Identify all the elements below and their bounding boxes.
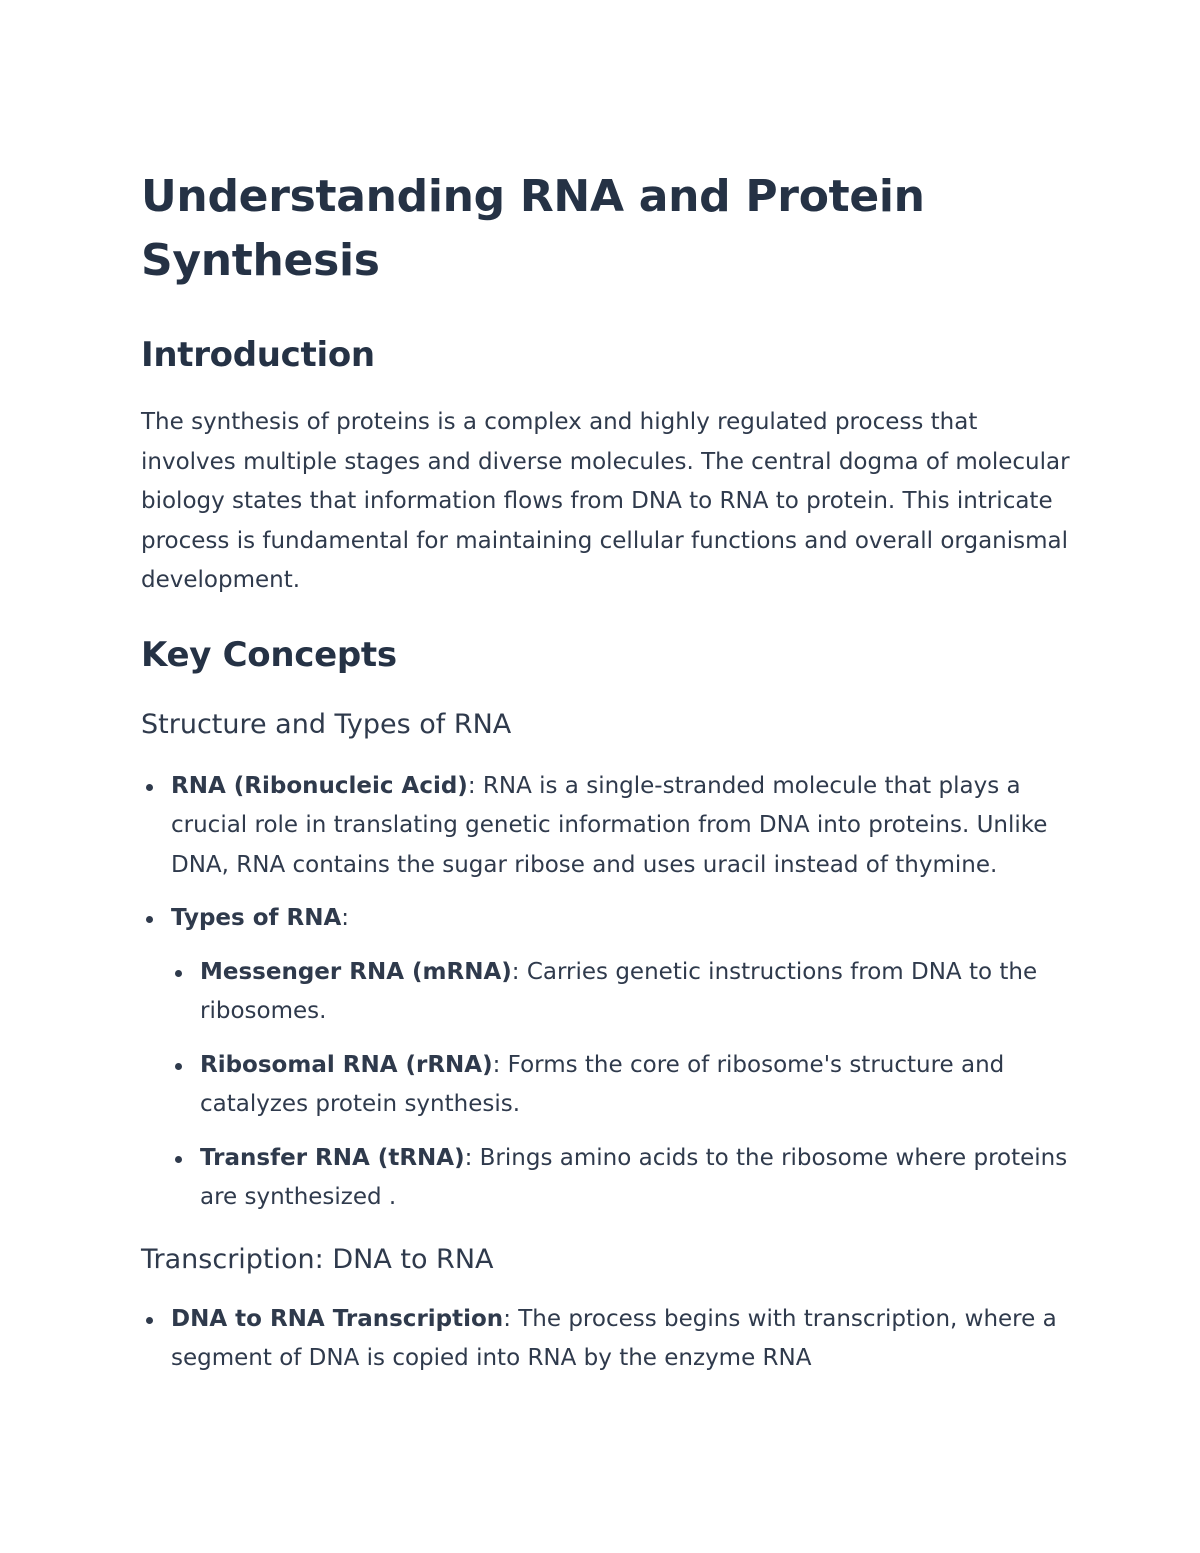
types-colon: : <box>341 905 350 931</box>
introduction-paragraph: The synthesis of proteins is a complex and highly regulated process that involves multiple stages and diverse molecules. The central dogma of molecular biology states that information flows from DNA to RNA to protein. This intricate process is fundamental for maintaining cellular functions and overall organismal development. <box>141 409 1070 593</box>
bullet-icon <box>146 916 153 923</box>
rrna-text: : Forms the core of ribosome's structure and catalyzes protein synthesis. <box>200 1051 1005 1117</box>
rna-types-sublist <box>171 953 1071 1218</box>
list-item-types-of-rna <box>171 899 1071 1218</box>
transcription-list <box>141 1300 1071 1379</box>
document-page <box>141 165 1071 1379</box>
trna-term: Transfer RNA (tRNA) <box>200 1144 465 1171</box>
types-term: Types of RNA <box>171 905 342 931</box>
bullet-icon <box>175 970 182 977</box>
rrna-term: Ribosomal RNA (rRNA) <box>200 1051 493 1078</box>
list-item-dna-to-rna <box>171 1300 1071 1379</box>
bullet-icon <box>175 1156 182 1163</box>
list-item-trna <box>200 1139 1071 1218</box>
page-title: Understanding RNA and Protein Synthesis <box>141 171 925 286</box>
trna-text: : Brings amino acids to the ribosome where proteins are synthesized . <box>200 1144 1068 1210</box>
transcription-term: DNA to RNA Transcription <box>171 1305 504 1332</box>
transcription-text: : The process begins with transcription, where a segment of DNA is copied into RNA by the enzyme RNA <box>171 1305 1057 1371</box>
rna-term: RNA (Ribonucleic Acid) <box>171 772 468 799</box>
bullet-icon <box>175 1063 182 1070</box>
introduction-heading: Introduction <box>141 335 375 375</box>
bullet-icon <box>146 1317 153 1324</box>
list-item-rrna <box>200 1046 1071 1125</box>
rna-structure-list <box>141 767 1071 1218</box>
list-item-rna-definition <box>171 767 1071 886</box>
structure-types-heading: Structure and Types of RNA <box>141 708 512 740</box>
mrna-term: Messenger RNA (mRNA) <box>200 958 512 985</box>
rna-definition-text: : RNA is a single-stranded molecule that plays a crucial role in translating genetic information from DNA into proteins. Unlike DNA, RNA contains the sugar ribose and uses uracil instead of thymine. <box>171 772 1048 878</box>
bullet-icon <box>146 784 153 791</box>
list-item-mrna <box>200 953 1071 1032</box>
transcription-heading: Transcription: DNA to RNA <box>141 1243 494 1275</box>
mrna-text: : Carries genetic instructions from DNA to the ribosomes. <box>200 958 1038 1024</box>
key-concepts-heading: Key Concepts <box>141 634 397 675</box>
